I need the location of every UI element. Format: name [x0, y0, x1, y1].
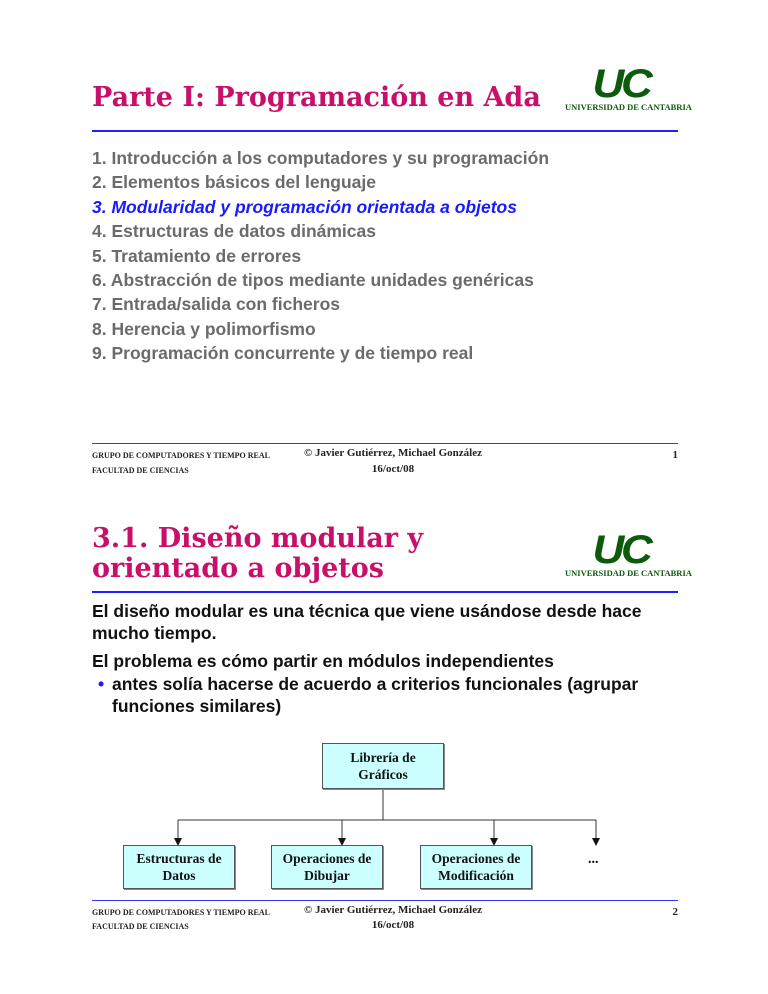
slide1-title: Parte I: Programación en Ada: [92, 82, 541, 113]
logo-name: UNIVERSIDAD DE CANTABRIA: [565, 568, 692, 578]
diagram-root-box: [322, 743, 444, 789]
diagram-child-box: [420, 845, 532, 889]
list-item: 5. Tratamiento de errores: [92, 245, 302, 266]
page-number: 2: [672, 906, 678, 918]
list-item-current: 3. Modularidad y programación orientada a objetos: [92, 196, 517, 217]
logo-name: UNIVERSIDAD DE CANTABRIA: [565, 102, 692, 112]
list-item: 7. Entrada/salida con ficheros: [92, 294, 340, 315]
diagram-child-box: [123, 845, 235, 889]
box-label: Operaciones de: [431, 851, 521, 866]
footer-authors: © Javier Gutiérrez, Michael González: [304, 447, 482, 459]
title-line: orientado a objetos: [92, 553, 384, 584]
bullet-icon: •: [98, 674, 105, 694]
bullet-text: antes solía hacerse de acuerdo a criterios funcionales (agrupar funciones similares): [112, 674, 639, 716]
box-label: Datos: [162, 868, 196, 883]
title-line: 3.1. Diseño modular y: [92, 523, 424, 554]
list-item: 1. Introducción a los computadores y su programación: [92, 148, 550, 168]
paragraph: El diseño modular es una técnica que viene usándose desde hace mucho tiempo.: [92, 601, 642, 643]
footer-rule: [92, 900, 678, 901]
footer-faculty: FACULTAD DE CIENCIAS: [92, 922, 189, 931]
logo-mark: UC: [592, 528, 650, 572]
box-label: Modificación: [438, 868, 514, 883]
box-label: Estructuras de: [136, 851, 222, 866]
footer-group: GRUPO DE COMPUTADORES Y TIEMPO REAL: [92, 451, 271, 460]
list-item: 9. Programación concurrente y de tiempo real: [92, 343, 474, 364]
box-label: Gráficos: [358, 767, 408, 782]
footer-date: 16/oct/08: [371, 919, 415, 931]
list-item: 2. Elementos básicos del lenguaje: [92, 172, 376, 193]
list-item: 6. Abstracción de tipos mediante unidades genéricas: [92, 270, 534, 291]
diagram-ellipsis: ...: [588, 852, 599, 867]
box-label: Librería de: [350, 750, 416, 765]
footer-authors: © Javier Gutiérrez, Michael González: [304, 904, 482, 916]
box-label: Operaciones de: [282, 851, 372, 866]
box-label: Dibujar: [304, 868, 350, 883]
diagram-child-box: [271, 845, 383, 889]
list-item: 8. Herencia y polimorfismo: [92, 318, 316, 339]
paragraph: El problema es cómo partir en módulos independientes: [92, 651, 554, 671]
footer-group: GRUPO DE COMPUTADORES Y TIEMPO REAL: [92, 908, 271, 917]
logo-mark: UC: [592, 62, 650, 106]
footer-date: 16/oct/08: [371, 463, 415, 475]
page-number: 1: [672, 449, 678, 461]
footer-faculty: FACULTAD DE CIENCIAS: [92, 466, 189, 475]
list-item: 4. Estructuras de datos dinámicas: [92, 221, 376, 242]
